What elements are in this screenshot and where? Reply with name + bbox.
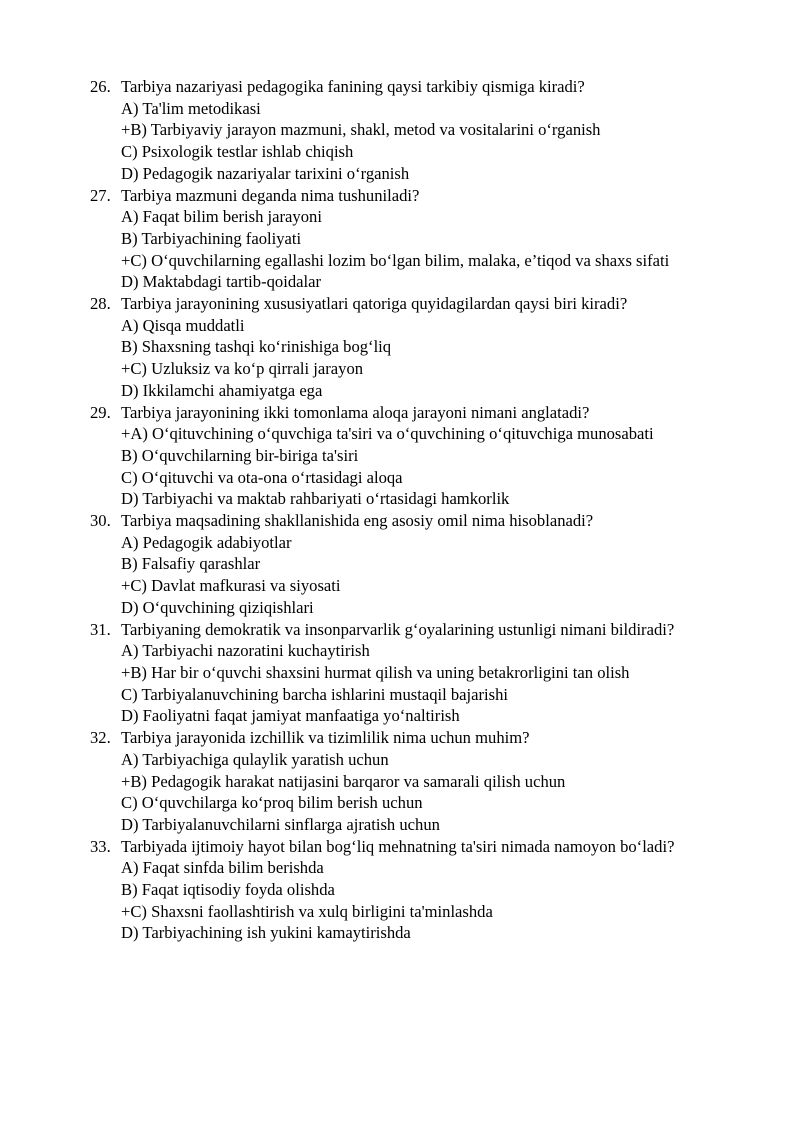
option-a: A) Faqat bilim berish jarayoni xyxy=(121,207,322,227)
option-d: D) Tarbiyachining ish yukini kamaytirishda xyxy=(121,923,411,943)
question-stem xyxy=(0,619,691,641)
option-c-correct: +C) Davlat mafkurasi va siyosati xyxy=(121,576,341,596)
option-d: D) Tarbiyalanuvchilarni sinflarga ajratish uchun xyxy=(121,814,440,834)
question-27 xyxy=(0,185,800,294)
question-text: Tarbiya jarayonining xususiyatlari qatoriga quyidagilardan qaysi biri kiradi? xyxy=(121,294,628,314)
question-number: 32. xyxy=(90,728,111,748)
question-29 xyxy=(0,402,800,511)
question-text: Tarbiyada ijtimoiy hayot bilan bog‘liq mehnatning ta'siri nimada namoyon bo‘ladi? xyxy=(121,836,675,856)
option-d: D) Faoliyatni faqat jamiyat manfaatiga yo‘naltirish xyxy=(121,706,460,726)
option-b: B) Tarbiyachining faoliyati xyxy=(121,228,302,248)
question-number: 26. xyxy=(90,77,111,96)
option-b: B) Faqat iqtisodiy foyda olishda xyxy=(121,880,335,900)
option-a: A) Pedagogik adabiyotlar xyxy=(121,532,292,552)
option-a-correct: +A) O‘qituvchining o‘quvchiga ta'siri va o‘quvchining o‘qituvchiga munosabati xyxy=(121,424,654,444)
question-stem xyxy=(0,76,691,98)
question-stem xyxy=(0,727,691,749)
option-a: A) Tarbiyachi nazoratini kuchaytirish xyxy=(121,641,370,661)
option-c: C) O‘qituvchi va ota-ona o‘rtasidagi aloqa xyxy=(121,467,403,487)
question-stem xyxy=(0,402,691,424)
question-26 xyxy=(0,76,800,185)
question-number: 27. xyxy=(90,185,111,205)
option-c-correct: +C) Shaxsni faollashtirish va xulq birligini ta'minlashda xyxy=(121,901,493,921)
option-b-correct: +B) Har bir o‘quvchi shaxsini hurmat qilish va uning betakrorligini tan olish xyxy=(121,662,630,682)
option-d: D) Pedagogik nazariyalar tarixini o‘rganish xyxy=(121,163,410,183)
option-d: D) Ikkilamchi ahamiyatga ega xyxy=(121,380,323,400)
option-b-correct: +B) Tarbiyaviy jarayon mazmuni, shakl, metod va vositalarini o‘rganish xyxy=(121,120,601,140)
question-stem xyxy=(0,510,691,532)
question-28 xyxy=(0,293,800,402)
question-30 xyxy=(0,510,800,619)
option-a: A) Ta'lim metodikasi xyxy=(121,98,261,118)
question-number: 33. xyxy=(90,836,111,856)
question-number: 28. xyxy=(90,294,111,314)
option-d: D) Maktabdagi tartib-qoidalar xyxy=(121,272,321,292)
option-b: B) O‘quvchilarning bir-biriga ta'siri xyxy=(121,445,359,465)
option-a: A) Tarbiyachiga qulaylik yaratish uchun xyxy=(121,749,389,769)
option-c: C) Tarbiyalanuvchining barcha ishlarini mustaqil bajarishi xyxy=(121,684,509,704)
option-c: C) Psixologik testlar ishlab chiqish xyxy=(121,142,354,162)
option-b-correct: +B) Pedagogik harakat natijasini barqaror va samarali qilish uchun xyxy=(121,771,566,791)
question-number: 29. xyxy=(90,402,111,422)
question-text: Tarbiyaning demokratik va insonparvarlik g‘oyalarining ustunligi nimani bildiradi? xyxy=(121,619,675,639)
question-33 xyxy=(0,836,800,945)
question-stem xyxy=(0,836,691,858)
option-b: B) Falsafiy qarashlar xyxy=(121,554,261,574)
option-a: A) Faqat sinfda bilim berishda xyxy=(121,858,324,878)
question-32 xyxy=(0,727,800,836)
document-page xyxy=(0,76,800,944)
option-c-correct: +C) O‘quvchilarning egallashi lozim bo‘lgan bilim, malaka, e’tiqod va shaxs sifati xyxy=(121,250,670,270)
question-text: Tarbiya jarayonida izchillik va tizimlilik nima uchun muhim? xyxy=(121,728,530,748)
question-text: Tarbiya mazmuni deganda nima tushuniladi? xyxy=(121,185,420,205)
question-number: 31. xyxy=(90,619,111,639)
question-stem xyxy=(0,185,691,207)
option-d: D) O‘quvchining qiziqishlari xyxy=(121,597,314,617)
question-31 xyxy=(0,619,800,728)
option-c: C) O‘quvchilarga ko‘proq bilim berish uchun xyxy=(121,793,423,813)
question-number: 30. xyxy=(90,511,111,531)
question-text: Tarbiya nazariyasi pedagogika fanining qaysi tarkibiy qismiga kiradi? xyxy=(121,77,585,96)
question-text: Tarbiya maqsadining shakllanishida eng asosiy omil nima hisoblanadi? xyxy=(121,511,594,531)
option-d: D) Tarbiyachi va maktab rahbariyati o‘rtasidagi hamkorlik xyxy=(121,489,510,509)
question-text: Tarbiya jarayonining ikki tomonlama aloqa jarayoni nimani anglatadi? xyxy=(121,402,590,422)
option-a: A) Qisqa muddatli xyxy=(121,315,245,335)
option-c-correct: +C) Uzluksiz va ko‘p qirrali jarayon xyxy=(121,359,364,379)
question-stem xyxy=(0,293,731,315)
option-b: B) Shaxsning tashqi ko‘rinishiga bog‘liq xyxy=(121,337,392,357)
